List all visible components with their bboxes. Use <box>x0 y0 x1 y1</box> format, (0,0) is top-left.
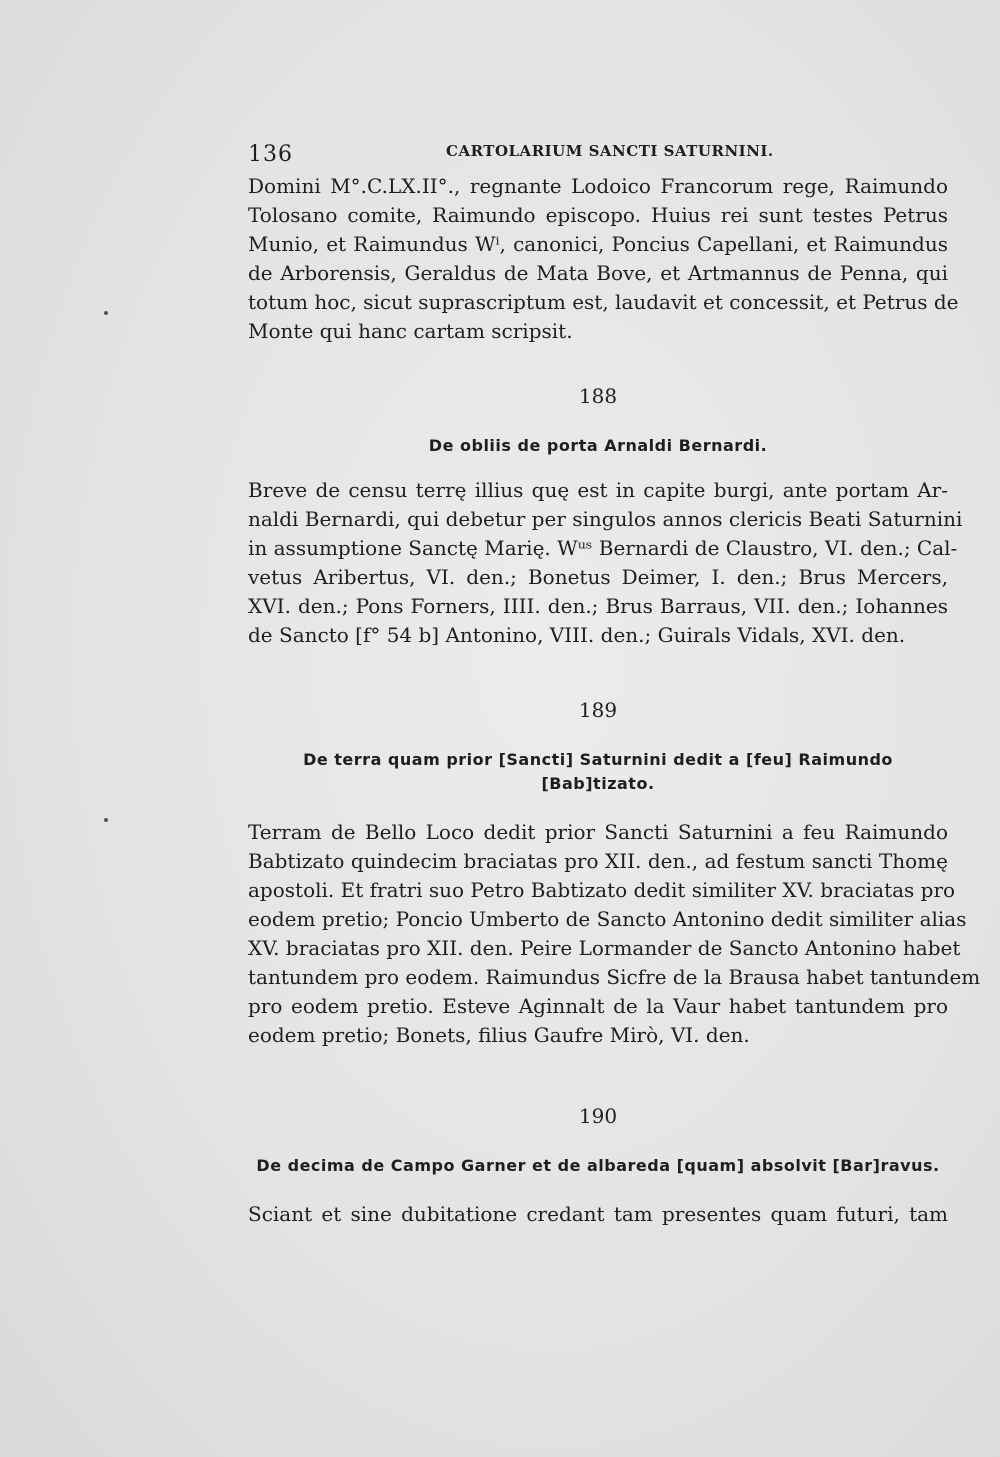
text-line: vetus Aribertus, VI. den.; Bonetus Deimer, I. den.; Brus Mercers, <box>248 565 948 589</box>
text-line: Terram de Bello Loco dedit prior Sancti Saturnini a feu Raimundo <box>248 820 948 844</box>
text-line: eodem pretio; Poncio Umberto de Sancto Antonino dedit similiter alias <box>248 907 967 931</box>
text-line: tantundem pro eodem. Raimundus Sicfre de la Brausa habet tantundem <box>248 965 981 989</box>
scan-speck <box>104 818 108 822</box>
text-line: Breve de censu terrę illius quę est in capite burgi, ante portam Ar- <box>248 478 948 502</box>
charter-title-line: De terra quam prior [Sancti] Saturnini dedit a [feu] Raimundo <box>303 750 893 769</box>
text-line: de Arborensis, Geraldus de Mata Bove, et Artmannus de Penna, qui <box>248 261 948 285</box>
charter-number: 188 <box>578 384 618 408</box>
text-line: in assumptione Sanctę Marię. Wᵘˢ Bernardi de Claustro, VI. den.; Cal- <box>248 536 958 560</box>
text-line: Domini M°.C.LX.II°., regnante Lodoico Francorum rege, Raimundo <box>248 174 948 198</box>
text-line: Monte qui hanc cartam scripsit. <box>248 319 573 343</box>
page-number: 136 <box>248 142 293 167</box>
charter-text <box>248 818 981 1050</box>
text-line: de Sancto [f° 54 b] Antonino, VIII. den.; Guirals Vidals, XVI. den. <box>248 623 906 647</box>
charter-title-line: De decima de Campo Garner et de albareda [quam] absolvit [Bar]ravus. <box>256 1156 940 1175</box>
charter-title <box>248 434 948 458</box>
charter-text <box>248 476 963 650</box>
charter-title <box>248 748 948 796</box>
text-line: Munio, et Raimundus Wⁱ, canonici, Poncius Capellani, et Raimundus <box>248 232 948 256</box>
charter-title <box>248 1154 948 1178</box>
charter-number: 190 <box>578 1104 618 1128</box>
charter-number: 189 <box>578 698 618 722</box>
page-header <box>248 138 948 170</box>
charter-title-line: De obliis de porta Arnaldi Bernardi. <box>428 436 768 455</box>
text-line: Sciant et sine dubitatione credant tam presentes quam futuri, tam <box>248 1202 948 1226</box>
text-line: eodem pretio; Bonets, filius Gaufre Mirò, VI. den. <box>248 1023 750 1047</box>
scan-speck <box>104 311 108 315</box>
text-line: XVI. den.; Pons Forners, IIII. den.; Brus Barraus, VII. den.; Iohannes <box>248 594 948 618</box>
charter-text <box>248 1200 948 1229</box>
text-line: XV. braciatas pro XII. den. Peire Lormander de Sancto Antonino habet <box>248 936 961 960</box>
running-title: CARTOLARIUM SANCTI SATURNINI. <box>446 142 774 160</box>
intro-paragraph <box>248 172 959 346</box>
text-line: pro eodem pretio. Esteve Aginnalt de la Vaur habet tantundem pro <box>248 994 948 1018</box>
text-line: Babtizato quindecim braciatas pro XII. den., ad festum sancti Thomę <box>248 849 948 873</box>
text-line: apostoli. Et fratri suo Petro Babtizato dedit similiter XV. braciatas pro <box>248 878 956 902</box>
text-line: totum hoc, sicut suprascriptum est, laudavit et concessit, et Petrus de <box>248 290 959 314</box>
charter-title-line: [Bab]tizato. <box>541 774 655 793</box>
text-line: Tolosano comite, Raimundo episcopo. Huius rei sunt testes Petrus <box>248 203 948 227</box>
text-line: naldi Bernardi, qui debetur per singulos annos clericis Beati Saturnini <box>248 507 963 531</box>
